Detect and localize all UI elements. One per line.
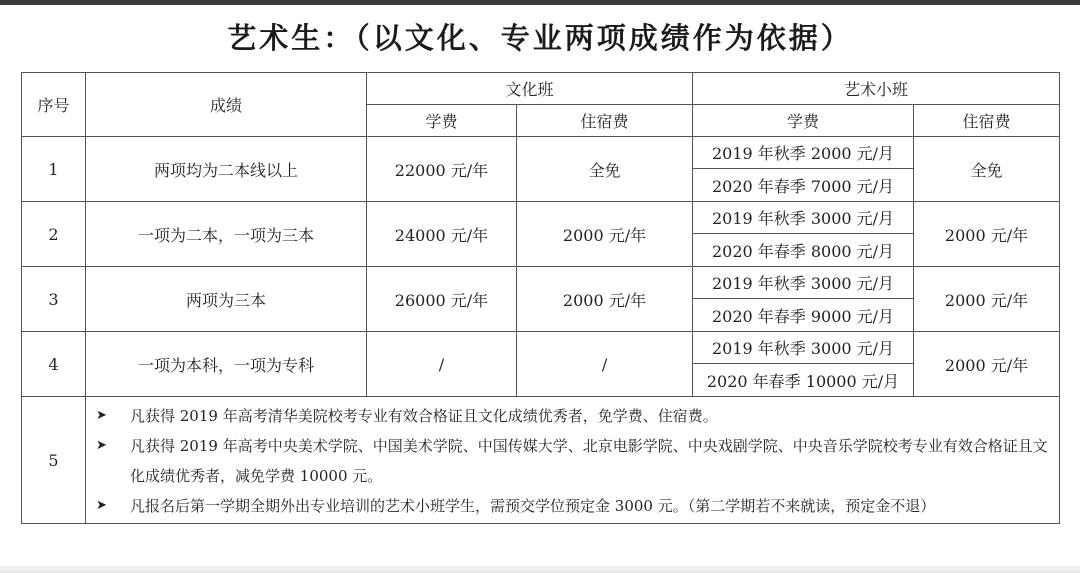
- row-art-lodging: 2000 元/年: [914, 267, 1060, 332]
- row-art-tuition-spring: 2020 年春季 10000 元/月: [693, 364, 914, 397]
- top-edge-bar: [0, 0, 1080, 5]
- arrow-right-icon: ➤: [96, 438, 107, 453]
- notes-seq: 5: [22, 397, 86, 524]
- bottom-edge: [0, 566, 1080, 573]
- note-item: [96, 431, 1051, 491]
- row-art-lodging: 2000 元/年: [914, 202, 1060, 267]
- note-item: [96, 401, 1051, 431]
- arrow-right-icon: ➤: [96, 408, 107, 423]
- row-art-tuition-fall: 2019 年秋季 2000 元/月: [693, 137, 914, 169]
- row-art-tuition-spring: 2020 年春季 9000 元/月: [693, 299, 914, 332]
- notes-cell: [86, 397, 1060, 524]
- fee-table: [21, 72, 1060, 524]
- row-art-lodging: 2000 元/年: [914, 332, 1060, 397]
- note-text: 凡获得 2019 年高考清华美院校考专业有效合格证且文化成绩优秀者，免学费、住宿费。: [130, 407, 718, 425]
- header-art-tuition: 学费: [693, 105, 914, 137]
- page-title: 艺术生：（以文化、专业两项成绩作为依据）: [227, 21, 853, 55]
- note-item: [96, 491, 1051, 521]
- row-culture-tuition: 24000 元/年: [367, 202, 517, 267]
- row-art-tuition-fall: 2019 年秋季 3000 元/月: [693, 267, 914, 299]
- row-art-tuition-fall: 2019 年秋季 3000 元/月: [693, 332, 914, 364]
- row-culture-lodging: 全免: [517, 137, 693, 202]
- header-culture-tuition: 学费: [367, 105, 517, 137]
- table-row: [22, 267, 1060, 299]
- row-culture-tuition: 22000 元/年: [367, 137, 517, 202]
- row-art-tuition-spring: 2020 年春季 8000 元/月: [693, 234, 914, 267]
- row-culture-lodging: 2000 元/年: [517, 202, 693, 267]
- row-condition: 一项为本科，一项为专科: [86, 332, 367, 397]
- table-row: [22, 332, 1060, 364]
- row-condition: 两项为三本: [86, 267, 367, 332]
- header-art-class: 艺术小班: [693, 73, 1060, 105]
- header-seq: 序号: [22, 73, 86, 137]
- row-culture-lodging: /: [517, 332, 693, 397]
- row-culture-tuition: /: [367, 332, 517, 397]
- row-condition: 两项均为二本线以上: [86, 137, 367, 202]
- row-culture-tuition: 26000 元/年: [367, 267, 517, 332]
- notes-row: [22, 397, 1060, 524]
- row-culture-lodging: 2000 元/年: [517, 267, 693, 332]
- arrow-right-icon: ➤: [96, 498, 107, 513]
- row-art-tuition-fall: 2019 年秋季 3000 元/月: [693, 202, 914, 234]
- note-text: 凡获得 2019 年高考中央美术学院、中国美术学院、中国传媒大学、北京电影学院、中央戏剧学院、中央音乐学院校考专业有效合格证且文化成绩优秀者，减免学费 10000 元。: [130, 437, 1048, 485]
- note-text: 凡报名后第一学期全期外出专业培训的艺术小班学生，需预交学位预定金 3000 元。（第二学期若不来就读，预定金不退）: [130, 497, 936, 515]
- row-seq: 4: [22, 332, 86, 397]
- row-seq: 2: [22, 202, 86, 267]
- header-culture-lodging: 住宿费: [517, 105, 693, 137]
- header-culture-class: 文化班: [367, 73, 693, 105]
- row-art-tuition-spring: 2020 年春季 7000 元/月: [693, 169, 914, 202]
- row-seq: 1: [22, 137, 86, 202]
- header-score: 成绩: [86, 73, 367, 137]
- header-row-group: [22, 73, 1060, 105]
- row-condition: 一项为二本，一项为三本: [86, 202, 367, 267]
- table-row: [22, 137, 1060, 169]
- row-art-lodging: 全免: [914, 137, 1060, 202]
- table-row: [22, 202, 1060, 234]
- header-art-lodging: 住宿费: [914, 105, 1060, 137]
- row-seq: 3: [22, 267, 86, 332]
